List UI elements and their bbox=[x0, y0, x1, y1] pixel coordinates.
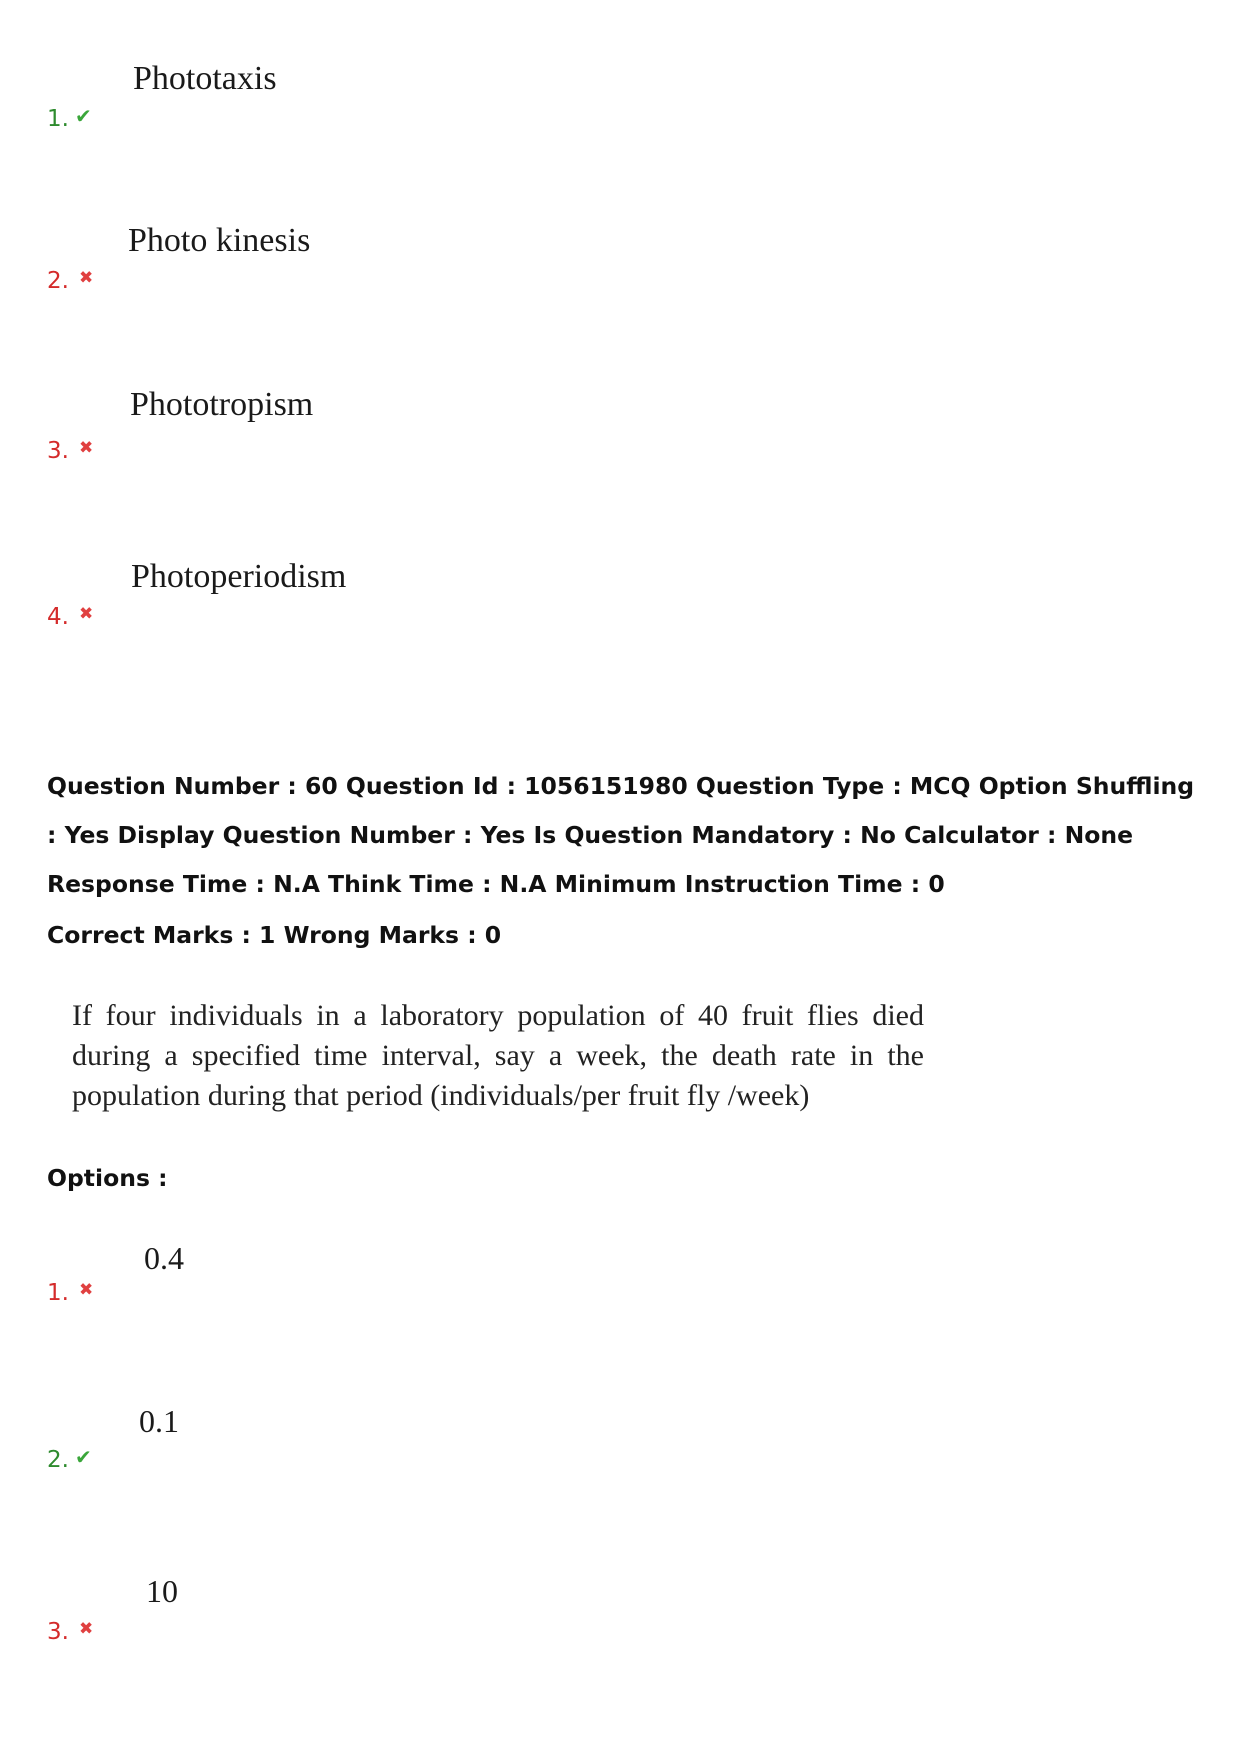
option-text: 0.4 bbox=[144, 1240, 184, 1276]
option-number: 1. bbox=[47, 106, 69, 132]
option-number: 4. bbox=[47, 604, 69, 630]
option-number: 3. bbox=[47, 1619, 69, 1645]
option-number: 3. bbox=[47, 438, 69, 464]
check-icon: ✔ bbox=[75, 104, 92, 128]
option-text: Phototropism bbox=[130, 386, 314, 423]
option-text: Photoperiodism bbox=[131, 558, 347, 595]
option-text: Photo kinesis bbox=[128, 222, 311, 259]
question-text: If four individuals in a laboratory population of 40 fruit flies died during a specified time interval, say a week, the death rate in the population during that period (individuals/per fruit fly /week) bbox=[72, 999, 924, 1112]
cross-icon: ✖ bbox=[79, 438, 94, 458]
option-number: 2. bbox=[47, 268, 69, 294]
cross-icon: ✖ bbox=[79, 604, 94, 624]
option-text: Phototaxis bbox=[133, 60, 277, 97]
option-number: 1. bbox=[47, 1280, 69, 1306]
cross-icon: ✖ bbox=[79, 1619, 94, 1639]
option-text: 10 bbox=[146, 1573, 178, 1609]
options-label: Options : bbox=[47, 1164, 168, 1192]
cross-icon: ✖ bbox=[79, 1280, 94, 1300]
option-number: 2. bbox=[47, 1447, 69, 1473]
check-icon: ✔ bbox=[75, 1445, 92, 1469]
cross-icon: ✖ bbox=[79, 268, 94, 288]
question-meta: Question Number : 60 Question Id : 1056151980 Question Type : MCQ Option Shuffling : Yes Display Question Number : Yes Is Question Mandatory : No Calculator : None Response Time : N.A Think Time : N.A Minimum Instruction Time : 0 bbox=[47, 772, 1195, 898]
option-text: 0.1 bbox=[139, 1403, 179, 1439]
marks-line: Correct Marks : 1 Wrong Marks : 0 bbox=[47, 921, 502, 949]
